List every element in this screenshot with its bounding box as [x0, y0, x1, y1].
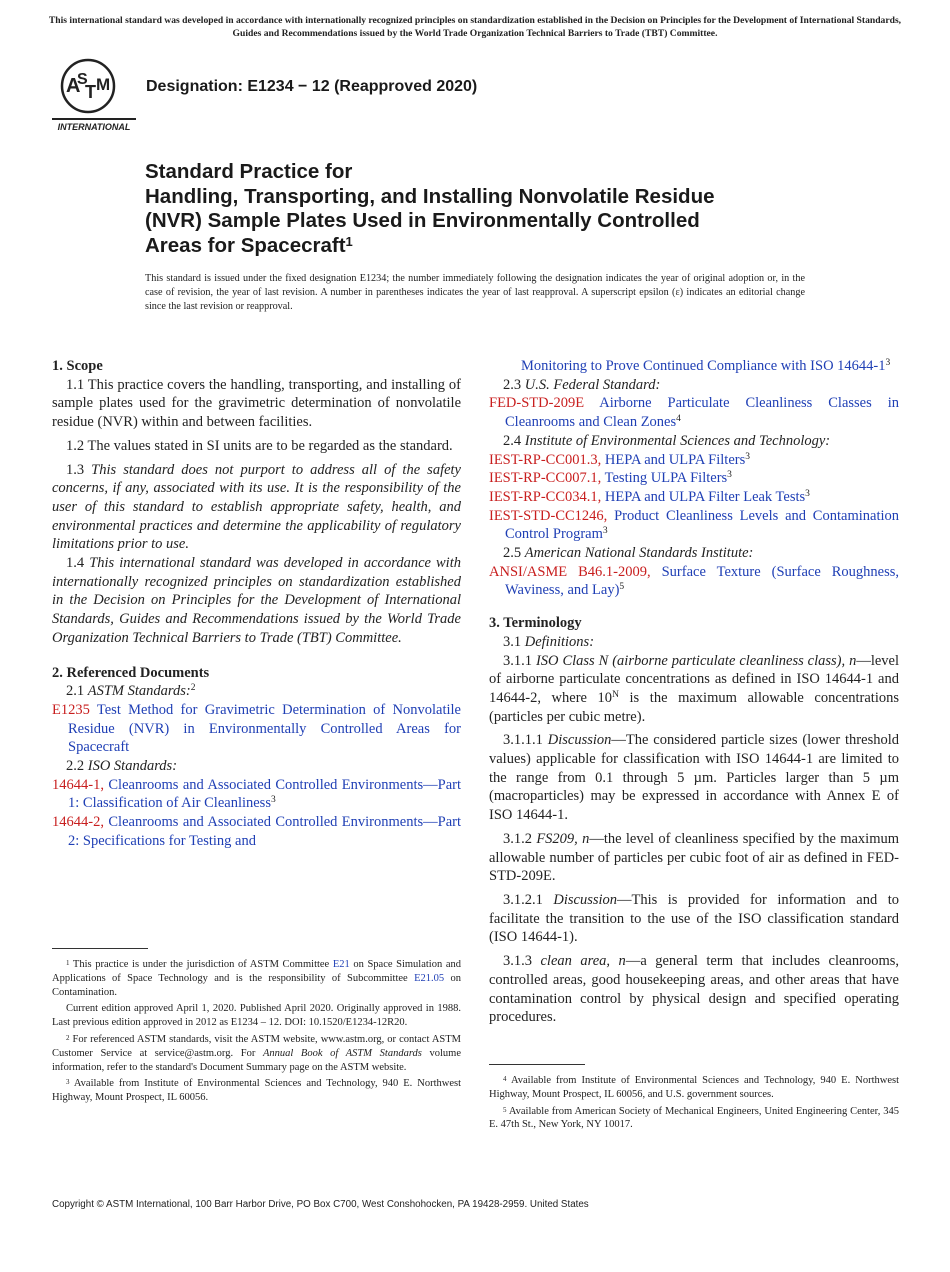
paragraph-2-5: 2.5 American National Standards Institute: [503, 545, 754, 562]
footnote-rule [52, 948, 148, 949]
reference-title-link[interactable]: HEPA and ULPA Filter Leak Tests [604, 488, 806, 505]
footnote-5: $^5$ Available from American Society of Mechanical Engineers, United Engineering Center, 345 E. 47th St., New York, NY 10017. [489, 1105, 899, 1131]
svg-text:M: M [96, 75, 111, 94]
reference-title-link[interactable]: Test Method for Gravimetric Determination of Nonvolatile Residue (NVR) in Environmentally Controlled Areas for Spacecraft [68, 701, 461, 756]
logo-text: INTERNATIONAL [57, 122, 131, 132]
reference-title-link[interactable]: Testing ULPA Filters [604, 470, 728, 487]
reference-code-link[interactable]: IEST-RP-CC001.3, [489, 451, 602, 468]
reference-title-link[interactable]: Cleanrooms and Associated Controlled Environments—Part 1: Classification of Air Cleanliness [68, 776, 462, 812]
reference-iest-cc034: IEST-RP-CC034.1, HEPA and ULPA Filter Leak Tests$^3$ [489, 488, 810, 505]
footnote-4: $^4$ Available from Institute of Environmental Sciences and Technology, 940 E. Northwest Highway, Mount Prospect, IL 60056, and U.S. government sources. [489, 1075, 899, 1100]
reference-e1235 [52, 701, 461, 757]
paragraph-3-1-3: 3.1.3 clean area, n—a general term that includes cleanrooms, controlled areas, good housekeeping areas, and other areas that have contamination control by physical design and specified operating procedures. [489, 953, 899, 1026]
reference-code-link[interactable]: FED-STD-209E [489, 395, 585, 412]
title-line: Handling, Transporting, and Installing Nonvolatile Residue [145, 184, 715, 208]
reference-title-link[interactable]: Product Cleanliness Levels and Contamination Control Program [505, 507, 899, 543]
paragraph-3-1-1: 3.1.1 ISO Class N (airborne particulate cleanliness class), n—level of airborne particulate concentrations as defined in ISO 14644-1 and 14644-2, where $10^N$ is the maximum allowable concentrations (particles per cubic metre). [489, 652, 900, 725]
reference-code-link[interactable]: 14644-2, [52, 814, 104, 831]
paragraph-3-1-2: 3.1.2 FS209, n—the level of cleanliness specified by the maximum allowable number of particles per cubic foot of air as defined in FED-STD-209E. [489, 830, 900, 885]
title-line: Standard Practice for [145, 160, 353, 183]
paragraph-1-3: 1.3 This standard does not purport to address all of the safety concerns, if any, associated with its use. It is the responsibility of the user of this standard to establish appropriate safety, health, and environmental practices and determine the applicability of regulatory limitations prior to use. [52, 461, 461, 553]
astm-international-logo [52, 56, 136, 132]
reference-code-link[interactable]: IEST-RP-CC034.1, [489, 488, 602, 505]
reference-title-link[interactable]: Monitoring to Prove Continued Compliance with ISO 14644-1 [521, 358, 886, 374]
paragraph-3-1-1-1: 3.1.1.1 Discussion—The considered particle sizes (lower threshold values) applicable for classification with ISO 14644-1 are limited to the range from 0.1 through 5 µm. Particles larger than 5 µm (macroparticles) may be expressed in accordance with Annex E of ISO 14644-1. [489, 732, 899, 824]
reference-title-link[interactable]: Airborne Particulate Cleanliness Classes in Cleanrooms and Clean Zones [505, 395, 899, 431]
subcommittee-link[interactable]: E21.05 [414, 972, 445, 984]
paragraph-2-1: 2.1 ASTM Standards:$^2$ [66, 683, 196, 700]
designation: Designation: E1234 − 12 (Reapproved 2020) [146, 78, 478, 95]
footnote-edition: Current edition approved April 1, 2020. Published April 2020. Originally approved in 1988. Last previous edition approved in 2012 as E1234 – 12. DOI: 10.1520/E1234-12R20. [52, 1003, 461, 1029]
svg-text:T: T [85, 82, 96, 102]
paragraph-1-1: 1.1 This practice covers the handling, transporting, and installing of sample plates used for the gravimetric determination of nonvolatile residue (NVR) within and between facilities. [52, 376, 461, 431]
footnotes-left [52, 958, 461, 1108]
paragraph-2-4: 2.4 Institute of Environmental Sciences and Technology: [503, 432, 831, 449]
reference-code-link[interactable]: ANSI/ASME B46.1-2009, [489, 563, 651, 580]
section-heading-scope: 1. Scope [52, 358, 103, 374]
paragraph-1-2: 1.2 The values stated in SI units are to be regarded as the standard. [66, 437, 453, 454]
reference-iest-cc001: IEST-RP-CC001.3, HEPA and ULPA Filters$^3$ [489, 451, 750, 468]
reference-title-link[interactable]: HEPA and ULPA Filters [604, 451, 746, 468]
paragraph-2-2: 2.2 ISO Standards: [66, 758, 178, 775]
reference-title-link[interactable]: Cleanrooms and Associated Controlled Environments—Part 2: Specifications for Testing and [68, 814, 462, 849]
reference-iso-14644-2-continued: Monitoring to Prove Continued Compliance with ISO $14644-1^3$ [521, 358, 891, 374]
svg-text:A: A [66, 75, 81, 97]
section-heading-referenced-documents: 2. Referenced Documents [52, 664, 210, 681]
reference-iso-14644-1: 14644-1, Cleanrooms and Associated Controlled Environments—Part 1: Classification of Air Cleanliness$^3$ [52, 776, 462, 812]
title-footnote-mark: 1 [345, 233, 353, 249]
reference-iest-cc007: IEST-RP-CC007.1, Testing ULPA Filters$^3$ [489, 470, 732, 487]
left-column [52, 357, 461, 851]
footnote-1: $^1$ This practice is under the jurisdiction of ASTM Committee E21 on Space Simulation and Applications of Space Technology and is the responsibility of Subcommittee E21.05 on Contamination. [52, 959, 462, 998]
reference-code-link[interactable]: IEST-RP-CC007.1, [489, 470, 602, 487]
reference-code-link[interactable]: E1235 [52, 701, 90, 718]
footnote-2: $^2$ For referenced ASTM standards, visit the ASTM website, www.astm.org, or contact ASTM Customer Service at service@astm.org. For Annual Book of ASTM Standards volume information, refer to the standard's Document Summary page on the ASTM website. [52, 1033, 461, 1073]
footnote-rule [489, 1064, 585, 1065]
section-heading-terminology: 3. Terminology [489, 615, 582, 632]
reference-iest-cc1246: IEST-STD-CC1246, Product Cleanliness Levels and Contamination Control Program$^3$ [489, 507, 899, 543]
reference-code-link[interactable]: 14644-1, [52, 776, 104, 793]
reference-fed-std-209e: FED-STD-209E Airborne Particulate Cleanliness Classes in Cleanrooms and Clean Zones$^4$ [489, 395, 899, 431]
footnotes-right [489, 1074, 899, 1135]
paragraph-3-1: 3.1 Definitions: [503, 633, 595, 650]
header-notice: This international standard was developed in accordance with internationally recognized principles on standardization established in the Decision on Principles for the Development of International Standards, Guides and Recommendations issued by the World Trade Organization Technical Barriers to Trade (TBT) Committee. [48, 15, 902, 39]
reference-code-link[interactable]: IEST-STD-CC1246, [489, 507, 608, 524]
reference-title-link[interactable]: Surface Texture (Surface Roughness, Waviness, and Lay) [505, 563, 899, 599]
footnote-3: $^3$ Available from Institute of Environmental Sciences and Technology, 940 E. Northwest Highway, Mount Prospect, IL 60056. [52, 1078, 461, 1104]
reference-ansi-asme: ANSI/ASME B46.1-2009, Surface Texture (Surface Roughness, Waviness, and Lay)$^5$ [489, 563, 899, 599]
right-column [489, 357, 899, 1027]
svg-text:S: S [77, 71, 88, 88]
committee-link[interactable]: E21 [332, 959, 350, 970]
document-title [145, 160, 845, 258]
paragraph-2-3: 2.3 U.S. Federal Standard: [503, 376, 661, 393]
title-line: (NVR) Sample Plates Used in Environmentally Controlled [145, 209, 700, 232]
title-line: Areas for Spacecraft [145, 233, 346, 257]
reference-iso-14644-2-part [52, 813, 461, 850]
issued-note: This standard is issued under the fixed designation E1234; the number immediately following the designation indicates the year of original adoption or, in the case of revision, the year of last revision. A number in parentheses indicates the year of last reapproval. A superscript epsilon (ε) indicates an editorial change since the last revision or reapproval. [145, 273, 805, 313]
paragraph-1-4: 1.4 This international standard was developed in accordance with internationally recognized principles on standardization established in the Decision on Principles for the Development of International Standards, Guides and Recommendations issued by the World Trade Organization Technical Barriers to Trade (TBT) Committee. [52, 555, 461, 646]
copyright-notice: Copyright © ASTM International, 100 Barr Harbor Drive, PO Box C700, West Conshohocken, PA 19428-2959. United States [52, 1199, 589, 1210]
paragraph-3-1-2-1: 3.1.2.1 Discussion—This is provided for information and to facilitate the transition to the use of the ISO classification standard (ISO 14644-1). [489, 891, 899, 946]
